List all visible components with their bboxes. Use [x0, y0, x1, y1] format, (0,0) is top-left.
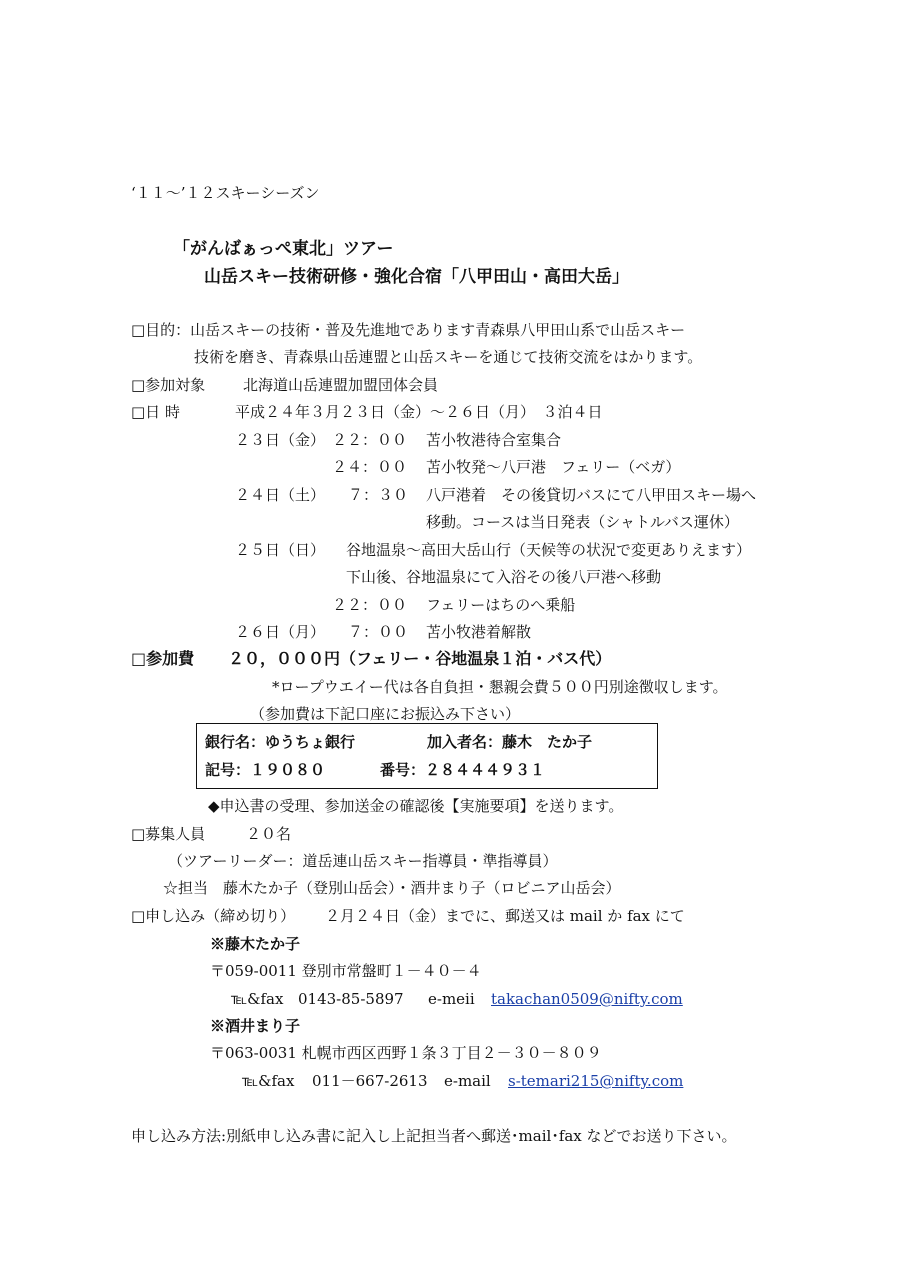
confirmation-note: ◆申込書の受理、参加送金の確認後【実施要項】を送ります。: [208, 797, 624, 815]
contact-2-name: ※酒井まり子: [210, 1017, 301, 1035]
contact-2-mail-label: e-mail: [444, 1072, 491, 1090]
schedule-23-time-1: ２２：００: [332, 431, 408, 449]
schedule-25-event-2: フェリーはちのへ乗船: [426, 596, 576, 614]
contact-2-tel: 011－667-2613: [312, 1072, 428, 1090]
schedule-23-time-2: ２４：００: [332, 458, 408, 476]
schedule-26-day: ２６日（月）: [235, 623, 326, 641]
schedule-26-time-1: ７：００: [348, 623, 409, 641]
recruit-value: ２０名: [246, 825, 292, 843]
schedule-26-event-1: 苫小牧港着解散: [426, 623, 532, 641]
account-symbol: 記号：１９０８０: [205, 761, 326, 779]
application-method: 申し込み方法:別紙申し込み書に記入し上記担当者へ郵送･mail･fax などでお送り下さい。: [131, 1127, 737, 1145]
schedule-23-event-1: 苫小牧港待合室集合: [426, 431, 562, 449]
bank-name: 銀行名：ゆうちょ銀行: [205, 733, 356, 751]
schedule-25-time-2: ２２：００: [332, 596, 408, 614]
recruit-label: □募集人員: [131, 825, 206, 843]
schedule-25-day: ２５日（日）: [235, 541, 326, 559]
contact-2-email-link[interactable]: s-temari215@nifty.com: [508, 1072, 684, 1090]
dates-label: □日 時: [131, 403, 180, 421]
fee-label: □参加費: [131, 649, 195, 668]
fee-note: *ロープウエイー代は各自負担・懇親会費５００円別途徴収します。: [272, 678, 728, 696]
season-heading: ‘１１～’１２スキーシーズン: [131, 184, 320, 202]
account-holder: 加入者名：藤木 たか子: [427, 733, 593, 751]
schedule-25-event-1b: 下山後、谷地温泉にて入浴その後八戸港へ移動: [346, 568, 662, 586]
account-number: 番号：２８４４４９３１: [380, 761, 546, 779]
schedule-24-time-1: ７：３０: [348, 486, 409, 504]
apply-value: ２月２４日（金）までに、郵送又は mail か fax にて: [325, 907, 685, 925]
apply-label: □申し込み（締め切り）: [131, 907, 296, 925]
schedule-24-event-1: 八戸港着 その後貸切バスにて八甲田スキー場へ: [426, 486, 757, 504]
contact-2-tel-label: ℡&fax: [242, 1072, 295, 1090]
contact-1-tel-label: ℡&fax: [231, 990, 284, 1008]
schedule-24-event-1b: 移動。コースは当日発表（シャトルバス運休）: [426, 513, 739, 531]
contact-1-email-link[interactable]: takachan0509@nifty.com: [491, 990, 683, 1008]
purpose-line-1: □目的：山岳スキーの技術・普及先進地であります青森県八甲田山系で山岳スキー: [131, 321, 686, 339]
contact-1-mail-label: e-meii: [428, 990, 475, 1008]
target-value: 北海道山岳連盟加盟団体会員: [243, 376, 439, 394]
schedule-23-day: ２３日（金）: [235, 431, 326, 449]
fee-transfer-note: （参加費は下記口座にお振込み下さい）: [250, 705, 521, 723]
tour-subtitle: 山岳スキー技術研修・強化合宿「八甲田山・高田大岳」: [204, 267, 629, 287]
purpose-line-2: 技術を磨き、青森県山岳連盟と山岳スキーを通じて技術交流をはかります。: [194, 348, 703, 366]
contact-1-address: 〒059-0011 登別市常盤町１－４０－４: [210, 962, 482, 980]
tour-title: 「がんばぁっぺ東北」ツアー: [173, 239, 394, 259]
schedule-24-day: ２４日（土）: [235, 486, 326, 504]
contact-1-name: ※藤木たか子: [210, 935, 301, 953]
staff-in-charge: ☆担当 藤木たか子（登別山岳会）・酒井まり子（ロビニア山岳会）: [163, 879, 621, 897]
tour-leaders: （ツアーリーダー：道岳連山岳スキー指導員・準指導員）: [168, 852, 558, 870]
fee-value: ２０，０００円（フェリー・谷地温泉１泊・バス代）: [228, 649, 612, 668]
target-label: □参加対象: [131, 376, 206, 394]
schedule-25-event-1: 谷地温泉～高田大岳山行（天候等の状況で変更ありえます）: [346, 541, 752, 559]
dates-value: 平成２４年３月２３日（金）～２６日（月） ３泊４日: [235, 403, 603, 421]
contact-2-address: 〒063-0031 札幌市西区西野１条３丁目２－３０－８０９: [210, 1044, 602, 1062]
contact-1-tel: 0143-85-5897: [298, 990, 404, 1008]
schedule-23-event-2: 苫小牧発～八戸港 フェリー（ベガ）: [426, 458, 681, 476]
